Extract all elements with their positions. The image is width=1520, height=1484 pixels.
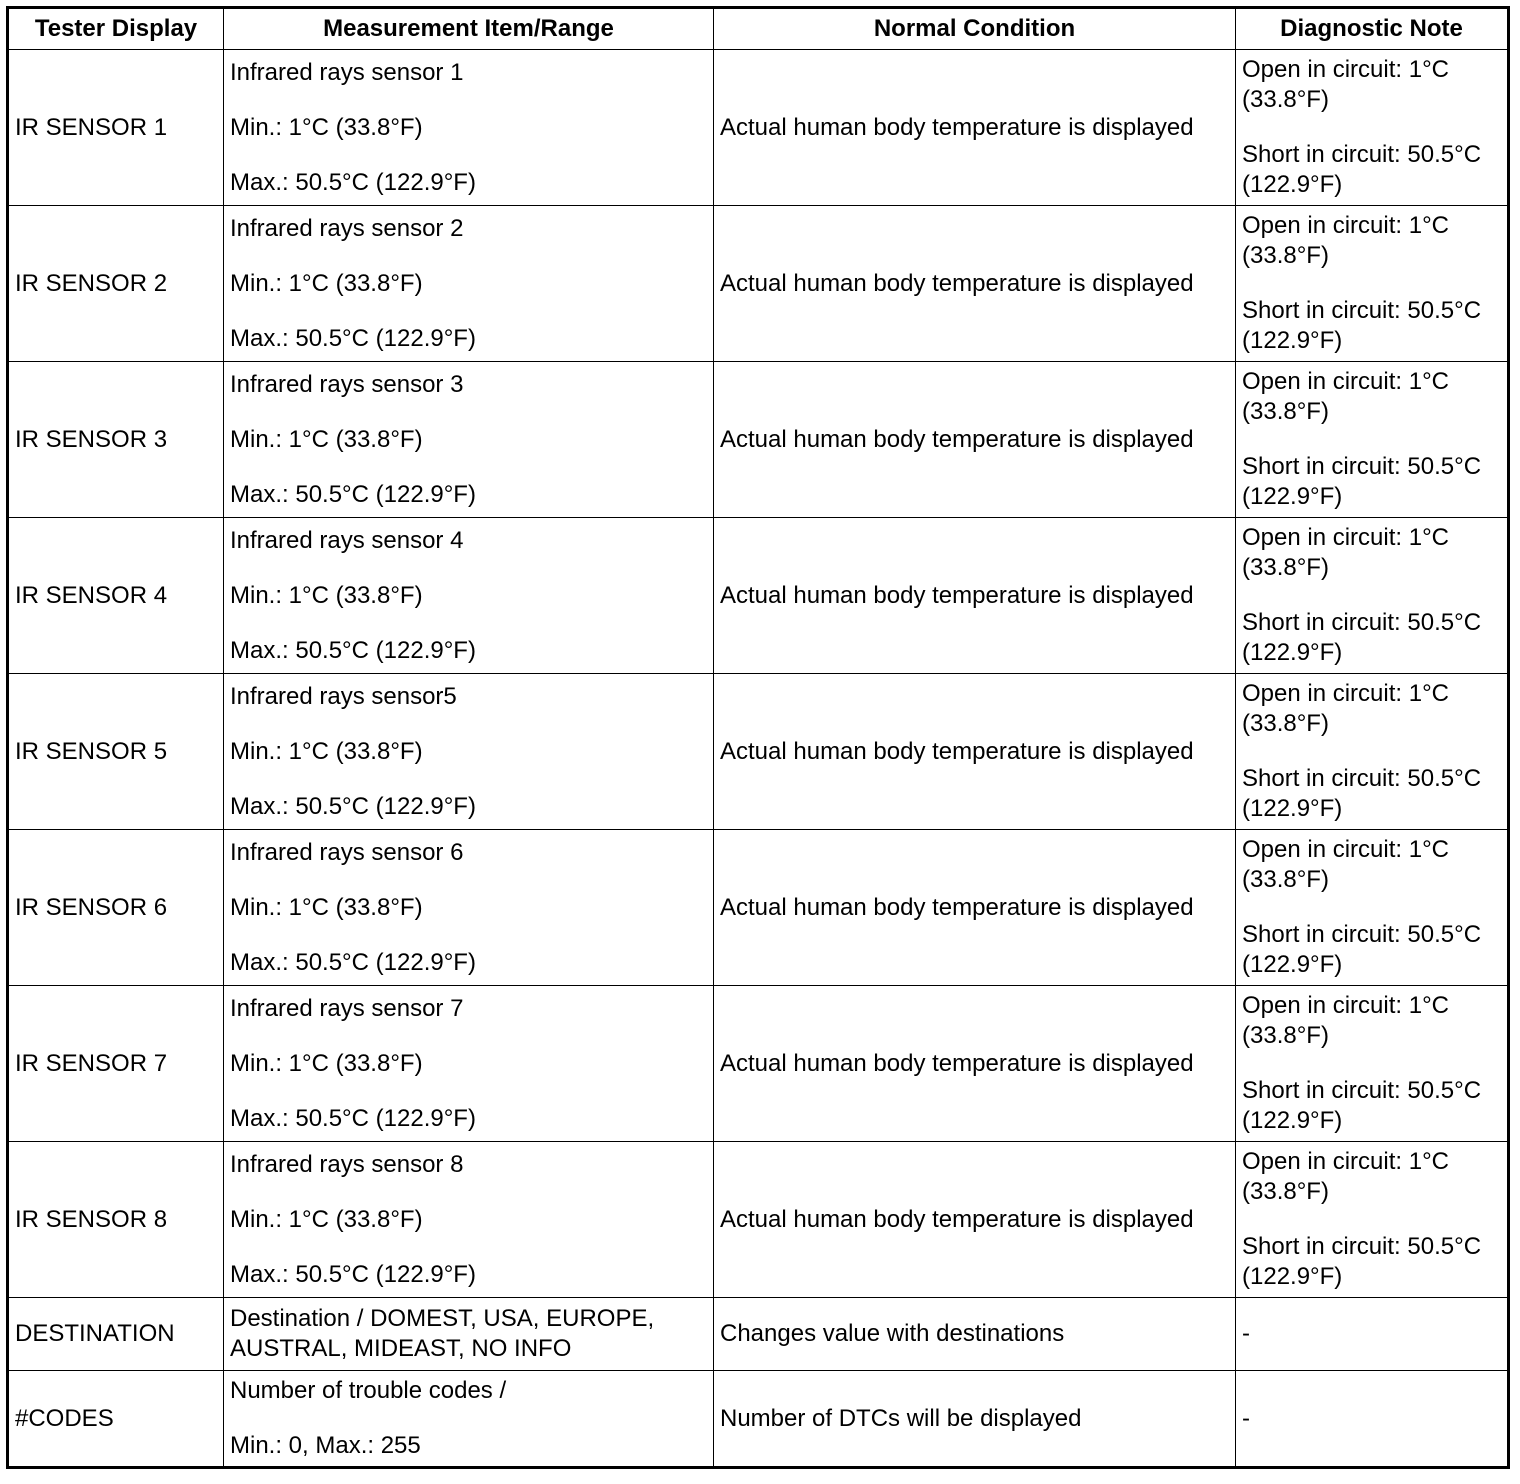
measurement-min: Min.: 1°C (33.8°F) <box>230 113 423 141</box>
measurement-max: Max.: 50.5°C (122.9°F) <box>230 792 476 820</box>
data-monitor-table <box>6 6 1510 1469</box>
measurement-item: Infrared rays sensor5 <box>230 682 457 710</box>
normal-condition-cell: Actual human body temperature is displayed <box>714 1142 1236 1298</box>
table-row <box>8 50 1509 206</box>
measurement-cell <box>224 1371 714 1468</box>
measurement-max: Max.: 50.5°C (122.9°F) <box>230 168 476 196</box>
diagnostic-note-cell <box>1236 518 1509 674</box>
header-tester-display: Tester Display <box>8 8 224 50</box>
short-circuit-note: Short in circuit: 50.5°C (122.9°F) <box>1242 297 1482 354</box>
open-circuit-note: Open in circuit: 1°C (33.8°F) <box>1242 680 1450 737</box>
measurement-cell <box>224 518 714 674</box>
measurement-min: Min.: 1°C (33.8°F) <box>230 893 423 921</box>
table-row <box>8 362 1509 518</box>
open-circuit-note: Open in circuit: 1°C (33.8°F) <box>1242 368 1450 425</box>
table-row-destination <box>8 1298 1509 1371</box>
tester-display-cell: IR SENSOR 2 <box>8 206 224 362</box>
short-circuit-note: Short in circuit: 50.5°C (122.9°F) <box>1242 1077 1482 1134</box>
measurement-cell <box>224 206 714 362</box>
table-row <box>8 518 1509 674</box>
measurement-item: Infrared rays sensor 7 <box>230 994 464 1022</box>
tester-display-cell: IR SENSOR 8 <box>8 1142 224 1298</box>
normal-condition-cell: Actual human body temperature is displayed <box>714 830 1236 986</box>
normal-condition-cell: Actual human body temperature is displayed <box>714 986 1236 1142</box>
tester-display-cell: IR SENSOR 1 <box>8 50 224 206</box>
table-row <box>8 1142 1509 1298</box>
tester-display-cell: DESTINATION <box>8 1298 224 1371</box>
diagnostic-note-cell <box>1236 674 1509 830</box>
short-circuit-note: Short in circuit: 50.5°C (122.9°F) <box>1242 141 1482 198</box>
measurement-item: Number of trouble codes / <box>230 1377 507 1404</box>
short-circuit-note: Short in circuit: 50.5°C (122.9°F) <box>1242 453 1482 510</box>
measurement-cell <box>224 830 714 986</box>
normal-condition-cell: Actual human body temperature is displayed <box>714 362 1236 518</box>
open-circuit-note: Open in circuit: 1°C (33.8°F) <box>1242 56 1450 113</box>
short-circuit-note: Short in circuit: 50.5°C (122.9°F) <box>1242 609 1482 666</box>
normal-condition-cell: Actual human body temperature is displayed <box>714 206 1236 362</box>
table-row-codes <box>8 1371 1509 1468</box>
open-circuit-note: Open in circuit: 1°C (33.8°F) <box>1242 524 1450 581</box>
normal-condition-cell: Changes value with destinations <box>714 1298 1236 1371</box>
diagnostic-note-cell <box>1236 1142 1509 1298</box>
measurement-cell <box>224 50 714 206</box>
diagnostic-note-cell <box>1236 986 1509 1142</box>
open-circuit-note: Open in circuit: 1°C (33.8°F) <box>1242 1148 1450 1205</box>
measurement-item: Infrared rays sensor 2 <box>230 214 464 242</box>
measurement-cell <box>224 362 714 518</box>
open-circuit-note: Open in circuit: 1°C (33.8°F) <box>1242 992 1450 1049</box>
header-measurement: Measurement Item/Range <box>224 8 714 50</box>
table-row <box>8 986 1509 1142</box>
tester-display-cell: IR SENSOR 6 <box>8 830 224 986</box>
measurement-item: Infrared rays sensor 6 <box>230 838 464 866</box>
measurement-item: Infrared rays sensor 8 <box>230 1150 464 1178</box>
measurement-item: Infrared rays sensor 1 <box>230 58 464 86</box>
measurement-min: Min.: 1°C (33.8°F) <box>230 269 423 297</box>
measurement-item: Infrared rays sensor 3 <box>230 370 464 398</box>
measurement-max: Max.: 50.5°C (122.9°F) <box>230 480 476 508</box>
short-circuit-note: Short in circuit: 50.5°C (122.9°F) <box>1242 921 1482 978</box>
measurement-item: Infrared rays sensor 4 <box>230 526 464 554</box>
normal-condition-cell: Number of DTCs will be displayed <box>714 1371 1236 1468</box>
open-circuit-note: Open in circuit: 1°C (33.8°F) <box>1242 212 1450 269</box>
diagnostic-note-cell: - <box>1236 1298 1509 1371</box>
measurement-cell <box>224 986 714 1142</box>
header-normal-condition: Normal Condition <box>714 8 1236 50</box>
tester-display-cell: IR SENSOR 4 <box>8 518 224 674</box>
measurement-min: Min.: 1°C (33.8°F) <box>230 737 423 765</box>
tester-display-cell: #CODES <box>8 1371 224 1468</box>
normal-condition-cell: Actual human body temperature is displayed <box>714 674 1236 830</box>
measurement-cell <box>224 1142 714 1298</box>
diagnostic-note-cell <box>1236 50 1509 206</box>
measurement-cell <box>224 674 714 830</box>
measurement-max: Max.: 50.5°C (122.9°F) <box>230 1260 476 1288</box>
normal-condition-cell: Actual human body temperature is displayed <box>714 50 1236 206</box>
open-circuit-note: Open in circuit: 1°C (33.8°F) <box>1242 836 1450 893</box>
diagnostic-note-cell <box>1236 362 1509 518</box>
measurement-min: Min.: 1°C (33.8°F) <box>230 425 423 453</box>
tester-display-cell: IR SENSOR 7 <box>8 986 224 1142</box>
measurement-min: Min.: 1°C (33.8°F) <box>230 581 423 609</box>
header-row <box>8 8 1509 50</box>
measurement-max: Max.: 50.5°C (122.9°F) <box>230 1104 476 1132</box>
measurement-max: Max.: 50.5°C (122.9°F) <box>230 324 476 352</box>
normal-condition-cell: Actual human body temperature is displayed <box>714 518 1236 674</box>
tester-display-cell: IR SENSOR 5 <box>8 674 224 830</box>
table-row <box>8 674 1509 830</box>
diagnostic-note-cell <box>1236 206 1509 362</box>
measurement-cell: Destination / DOMEST, USA, EUROPE, AUSTRAL, MIDEAST, NO INFO <box>224 1298 714 1371</box>
measurement-min: Min.: 1°C (33.8°F) <box>230 1205 423 1233</box>
table-row <box>8 830 1509 986</box>
table-row <box>8 206 1509 362</box>
short-circuit-note: Short in circuit: 50.5°C (122.9°F) <box>1242 1233 1482 1290</box>
short-circuit-note: Short in circuit: 50.5°C (122.9°F) <box>1242 765 1482 822</box>
diagnostic-note-cell: - <box>1236 1371 1509 1468</box>
measurement-range: Min.: 0, Max.: 255 <box>230 1432 421 1459</box>
measurement-max: Max.: 50.5°C (122.9°F) <box>230 636 476 664</box>
header-diagnostic-note: Diagnostic Note <box>1236 8 1509 50</box>
measurement-min: Min.: 1°C (33.8°F) <box>230 1049 423 1077</box>
measurement-max: Max.: 50.5°C (122.9°F) <box>230 948 476 976</box>
tester-display-cell: IR SENSOR 3 <box>8 362 224 518</box>
diagnostic-note-cell <box>1236 830 1509 986</box>
